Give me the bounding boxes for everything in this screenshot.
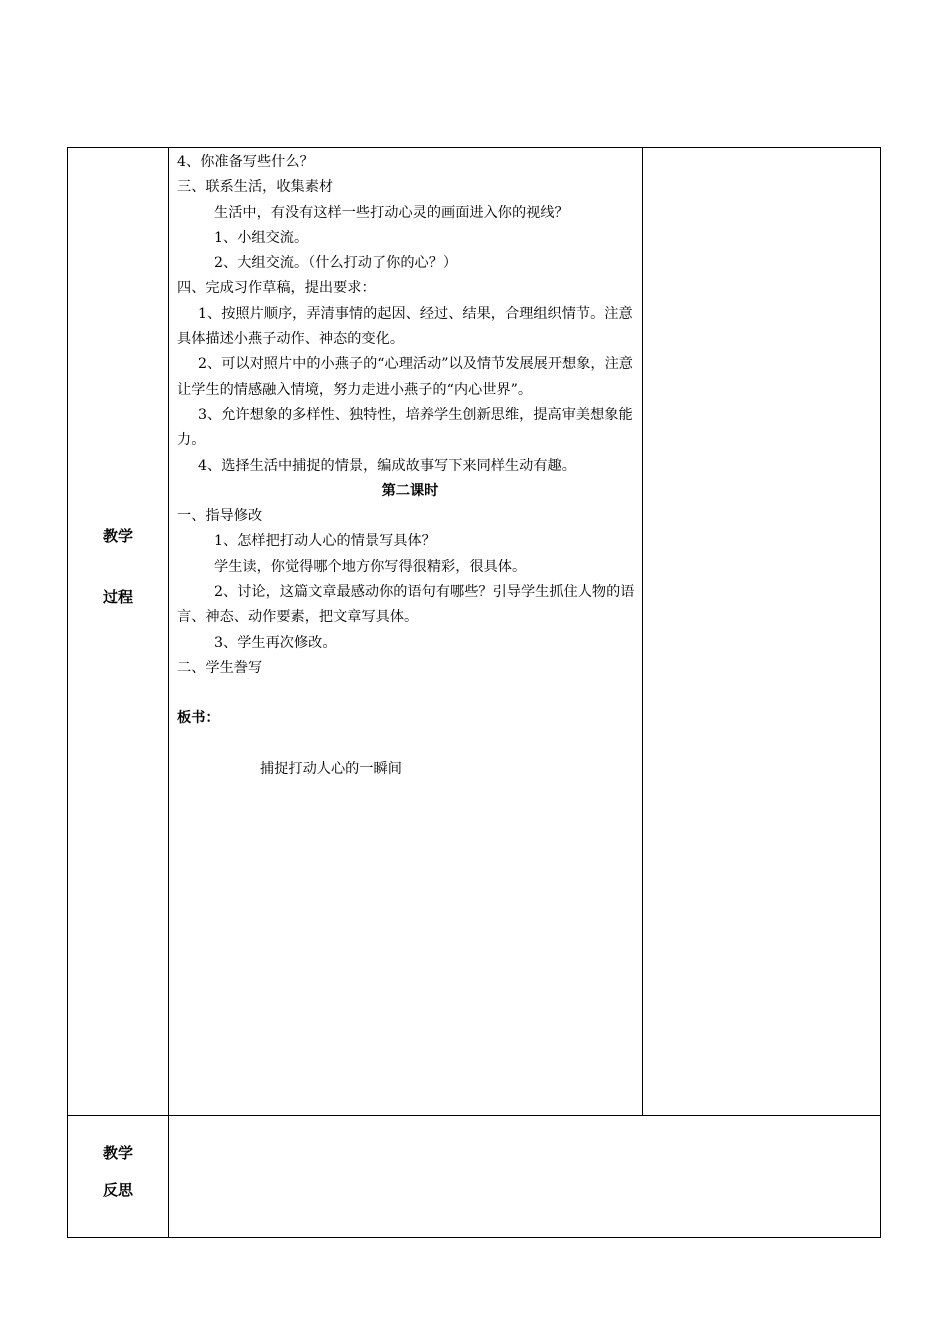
text-line: 1、怎样把打动人心的情景写具体？ [214,533,436,550]
text-line: 1、小组交流。 [214,229,309,246]
spacer [177,732,643,757]
process-label-line1: 教学 [102,527,133,545]
section-heading: 一、指导修改 [177,508,263,525]
lesson-table [67,147,881,1238]
reflection-label-line1: 教学 [102,1144,133,1162]
section-heading: 二、学生誊写 [177,659,263,676]
lesson-heading: 第二课时 [381,482,439,499]
text-line: 生活中，有没有这样一些打动心灵的画面进入你的视线？ [214,204,569,221]
text-paragraph: 3、允许想象的多样性、独特性，培养学生创新思维，提高审美想象能力。 [177,406,633,449]
text-paragraph: 2、讨论，这篇文章最感动你的语句有哪些？引导学生抓住人物的语言、神态、动作要素，把文章写具体。 [177,584,635,626]
text-line: 3、学生再次修改。 [214,634,337,651]
teaching-process-content [177,150,643,782]
text-line: 学生读，你觉得哪个地方你写得很精彩，很具体。 [214,558,527,575]
text-line: 2、大组交流。（什么打动了你的心？） [214,255,458,272]
section-heading: 三、联系生活，收集素材 [177,179,334,196]
text-paragraph: 4、选择生活中捕捉的情景，编成故事写下来同样生动有趣。 [198,457,576,474]
row-divider [68,1115,880,1116]
text-paragraph: 1、按照片顺序，弄清事情的起因、经过、结果，合理组织情节。注意具体描述小燕子动作、神态的变化。 [177,305,633,348]
column-divider-left [168,148,169,1237]
spacer [177,681,643,706]
text-paragraph: 2、可以对照片中的小燕子的“心理活动”以及情节发展展开想象，注意让学生的情感融入情境，努力走进小燕子的“内心世界”。 [177,356,633,398]
reflection-label-line2: 反思 [102,1181,133,1199]
board-text: 捕捉打动人心的一瞬间 [260,760,402,777]
process-label-line2: 过程 [102,588,133,606]
board-label: 板书： [177,710,220,727]
section-heading: 四、完成习作草稿，提出要求： [177,280,376,297]
text-line: 4、你准备写些什么？ [177,154,314,170]
